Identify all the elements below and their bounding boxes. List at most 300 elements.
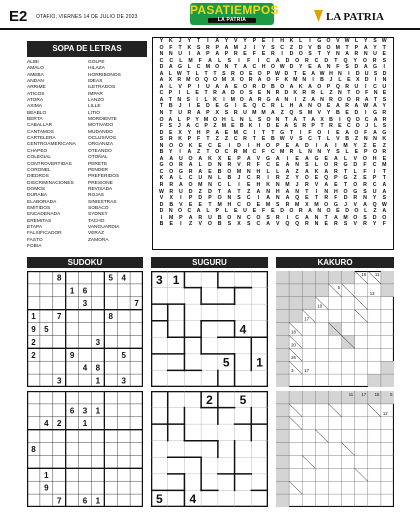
grid-letter: M <box>343 142 348 149</box>
word-item: CABALLAR <box>27 123 53 129</box>
grid-letter: R <box>382 116 387 123</box>
sudoku-clue: 8 <box>108 312 114 322</box>
grid-letter: A <box>227 188 232 195</box>
grid-letter: O <box>362 57 367 64</box>
grid-letter: Z <box>295 168 299 175</box>
grid-letter: D <box>261 83 266 90</box>
grid-letter: I <box>374 77 377 84</box>
grid-letter: R <box>275 175 280 182</box>
kakuro-clue: 5 <box>337 284 341 290</box>
grid-letter: Q <box>204 77 209 84</box>
grid-letter: P <box>326 83 331 90</box>
kakuro-block <box>315 271 328 284</box>
grid-letter: R <box>304 221 309 228</box>
grid-letter: D <box>284 70 289 77</box>
grid-letter: H <box>227 201 232 208</box>
grid-letter: E <box>215 103 219 110</box>
grid-letter: O <box>246 201 251 208</box>
grid-letter: V <box>276 221 280 228</box>
grid-letter: M <box>242 149 248 156</box>
grid-letter: R <box>179 162 183 169</box>
grid-letter: P <box>354 44 359 51</box>
grid-letter: A <box>324 168 329 175</box>
grid-letter: G <box>382 129 387 136</box>
grid-letter: T <box>305 188 309 195</box>
grid-letter: R <box>169 188 174 195</box>
grid-letter: S <box>305 162 309 169</box>
grid-letter: R <box>233 149 238 156</box>
grid-letter: H <box>256 142 261 149</box>
grid-letter: N <box>308 149 312 156</box>
grid-letter: T <box>262 129 266 136</box>
grid-letter: Y <box>187 38 192 44</box>
grid-letter: I <box>373 168 376 175</box>
grid-letter: E <box>169 221 173 228</box>
kakuro-block <box>276 443 289 456</box>
grid-letter: C <box>233 136 238 143</box>
grid-letter: O <box>324 162 329 169</box>
grid-letter: S <box>298 136 303 143</box>
sudoku-clue: 3 <box>82 406 88 416</box>
grid-letter: N <box>335 51 340 58</box>
grid-letter: N <box>227 195 232 202</box>
grid-letter: W <box>279 136 285 143</box>
grid-letter: I <box>383 64 385 71</box>
grid-letter: T <box>237 188 241 195</box>
grid-letter: G <box>266 155 271 162</box>
grid-letter: S <box>266 214 270 221</box>
kakuro-clue: 13 <box>369 290 375 296</box>
grid-letter: T <box>347 90 351 97</box>
kakuro-block <box>276 391 289 404</box>
grid-letter: L <box>206 208 210 215</box>
grid-letter: I <box>188 51 191 58</box>
grid-letter: A <box>345 51 349 58</box>
grid-letter: F <box>197 136 201 143</box>
word-item: AMALO <box>27 66 44 72</box>
word-item: HORRIBONOS <box>88 72 121 78</box>
grid-letter: G <box>224 103 229 110</box>
grid-letter: M <box>169 214 174 221</box>
grid-letter: O <box>266 116 271 123</box>
sudoku-clue: 2 <box>31 350 36 360</box>
grid-letter: T <box>271 129 275 136</box>
grid-letter: L <box>231 116 235 123</box>
grid-letter: A <box>382 208 387 215</box>
grid-letter: A <box>285 188 290 195</box>
grid-letter: C <box>224 149 229 156</box>
grid-letter: A <box>222 90 226 97</box>
grid-letter: B <box>320 77 324 84</box>
grid-letter: T <box>197 38 201 44</box>
sudoku-clue: 7 <box>56 496 62 506</box>
word-item: AMEBA <box>27 72 44 78</box>
grid-letter: T <box>345 44 349 51</box>
grid-letter: R <box>304 57 309 64</box>
grid-letter: G <box>280 129 285 136</box>
grid-letter: O <box>346 96 351 103</box>
grid-letter: P <box>204 123 208 130</box>
grid-letter: V <box>198 221 202 228</box>
grid-letter: A <box>373 116 378 123</box>
grid-letter: M <box>186 77 191 84</box>
grid-letter: T <box>204 70 208 77</box>
grid-letter: E <box>198 142 202 149</box>
grid-letter: R <box>345 83 349 90</box>
grid-letter: T <box>206 136 210 143</box>
word-item: ROJAS <box>88 193 104 199</box>
word-item: ARRIME <box>27 85 46 91</box>
suguru-clue: 4 <box>239 322 247 337</box>
grid-letter: E <box>324 155 328 162</box>
grid-letter: Y <box>195 116 199 123</box>
grid-letter: R <box>230 70 235 77</box>
grid-letter: I <box>238 182 240 189</box>
grid-letter: E <box>382 90 387 97</box>
grid-letter: A <box>215 83 220 90</box>
grid-letter: D <box>285 57 290 64</box>
grid-letter: O <box>354 129 359 136</box>
word-item: SINIESTRAS <box>88 199 117 205</box>
grid-letter: E <box>308 64 312 71</box>
grid-letter: A <box>159 83 164 90</box>
sudoku-clue: 2 <box>56 419 62 429</box>
grid-letter: D <box>208 162 212 169</box>
grid-letter: J <box>237 175 241 182</box>
grid-letter: W <box>279 64 285 71</box>
grid-letter: I <box>348 70 350 77</box>
grid-letter: P <box>187 136 192 143</box>
grid-letter: E <box>248 70 253 77</box>
grid-letter: N <box>208 182 212 189</box>
grid-letter: I <box>253 129 256 136</box>
grid-letter: B <box>159 221 164 228</box>
grid-letter: B <box>169 201 174 208</box>
grid-letter: T <box>382 175 386 182</box>
grid-letter: A <box>311 116 315 123</box>
grid-letter: T <box>289 129 294 136</box>
grid-letter: A <box>169 155 174 162</box>
suguru-title: SUGURU <box>151 257 268 268</box>
grid-letter: N <box>266 188 270 195</box>
grid-letter: T <box>314 195 319 202</box>
grid-letter: K <box>266 182 270 189</box>
grid-letter: X <box>320 116 324 123</box>
grid-letter: C <box>308 136 312 143</box>
grid-letter: W <box>344 38 350 44</box>
sudoku-clue: 1 <box>95 406 101 416</box>
grid-letter: E <box>196 103 201 110</box>
grid-letter: Y <box>298 64 303 71</box>
sudoku-clue: 2 <box>31 337 36 347</box>
grid-letter: N <box>295 162 299 169</box>
grid-letter: R <box>233 51 238 58</box>
grid-letter: L <box>204 96 208 103</box>
kakuro-puzzle-2 <box>276 391 394 507</box>
grid-letter: U <box>243 110 247 117</box>
grid-letter: P <box>206 110 210 117</box>
word-item: VERAZ <box>88 231 104 237</box>
grid-letter: R <box>372 57 377 64</box>
grid-letter: H <box>275 188 280 195</box>
kakuro-clue: 5 <box>390 392 393 397</box>
suguru-clue: 5 <box>222 355 230 370</box>
grid-letter: G <box>333 201 338 208</box>
grid-letter: U <box>179 188 183 195</box>
grid-letter: S <box>237 195 241 202</box>
sudoku-clue: 1 <box>95 496 101 506</box>
grid-letter: R <box>304 182 309 189</box>
grid-letter: E <box>261 51 266 58</box>
grid-letter: M <box>236 168 242 175</box>
word-item: SYDNEY <box>88 212 108 218</box>
word-item: CONTROVERTIDAS <box>27 161 72 167</box>
grid-letter: A <box>373 129 377 136</box>
grid-letter: P <box>363 149 368 156</box>
word-item: FOBIA <box>27 243 42 249</box>
grid-letter: U <box>178 51 182 58</box>
sudoku-clue: 8 <box>56 273 62 283</box>
grid-letter: A <box>188 214 193 221</box>
grid-letter: P <box>187 83 192 90</box>
grid-letter: A <box>275 96 280 103</box>
sudoku-clue: 9 <box>69 350 75 360</box>
grid-letter: O <box>195 77 200 84</box>
grid-letter: R <box>302 90 307 97</box>
grid-letter: Y <box>363 38 368 44</box>
grid-letter: T <box>206 149 210 156</box>
grid-letter: M <box>382 162 387 169</box>
grid-letter: O <box>372 149 377 156</box>
grid-letter: T <box>343 168 348 175</box>
suguru-clue: 5 <box>156 492 163 507</box>
grid-letter: C <box>246 214 251 221</box>
grid-letter: A <box>275 155 280 162</box>
grid-letter: R <box>334 221 338 228</box>
grid-letter: D <box>266 123 271 130</box>
grid-letter: P <box>311 123 315 130</box>
grid-letter: L <box>179 175 183 182</box>
grid-letter: L <box>227 182 231 189</box>
grid-letter: W <box>176 70 182 77</box>
grid-letter: V <box>308 44 312 51</box>
grid-letter: O <box>212 116 218 123</box>
grid-letter: O <box>337 96 342 103</box>
grid-letter: R <box>285 201 290 208</box>
grid-letter: E <box>234 208 238 215</box>
grid-letter: L <box>177 116 181 123</box>
grid-letter: S <box>257 116 262 123</box>
word-item: VANGUARDIA <box>88 224 120 230</box>
grid-letter: A <box>198 155 203 162</box>
grid-letter: M <box>294 201 300 208</box>
grid-letter: N <box>324 188 329 195</box>
grid-letter: A <box>215 51 220 58</box>
grid-letter: Z <box>188 221 193 228</box>
grid-letter: D <box>353 162 358 169</box>
grid-letter: I <box>327 129 330 136</box>
grid-letter: O <box>217 195 222 202</box>
grid-row <box>153 221 393 228</box>
grid-letter: L <box>186 90 190 97</box>
kakuro-clue: 11 <box>348 392 354 397</box>
grid-letter: X <box>305 201 309 208</box>
grid-letter: G <box>317 38 322 44</box>
grid-letter: F <box>169 44 173 51</box>
grid-letter: O <box>178 142 183 149</box>
grid-letter: Q <box>324 175 329 182</box>
grid-letter: U <box>364 70 369 77</box>
word-item: LITIO <box>88 110 100 116</box>
grid-letter: O <box>355 116 360 123</box>
grid-letter: R <box>169 182 174 189</box>
suguru-puzzle-1 <box>151 271 268 387</box>
grid-letter: C <box>195 123 200 130</box>
grid-letter: A <box>304 214 309 221</box>
grid-letter: L <box>338 77 342 84</box>
grid-letter: C <box>237 201 241 208</box>
grid-letter: T <box>302 116 306 123</box>
grid-letter: R <box>324 195 329 202</box>
grid-letter: I <box>180 221 182 228</box>
grid-letter: D <box>382 70 387 77</box>
sudoku-clue: 4 <box>121 273 126 283</box>
grid-letter: C <box>188 175 193 182</box>
grid-letter: A <box>224 83 229 90</box>
grid-letter: Q <box>343 57 348 64</box>
kakuro-block <box>276 455 289 468</box>
sudoku-clue: 4 <box>82 363 88 373</box>
grid-letter: Z <box>329 90 333 97</box>
grid-letter: M <box>314 201 319 208</box>
grid-letter: L <box>187 64 191 71</box>
grid-letter: N <box>314 214 319 221</box>
grid-letter: Q <box>372 201 377 208</box>
word-item: PREFERIDOS <box>88 174 120 180</box>
grid-letter: J <box>365 123 369 130</box>
grid-letter: D <box>289 64 294 71</box>
grid-letter: A <box>363 44 368 51</box>
grid-letter: Z <box>354 136 358 143</box>
grid-letter: X <box>217 155 222 162</box>
kakuro-block <box>368 374 381 387</box>
grid-letter: M <box>221 77 227 84</box>
grid-letter: H <box>256 182 261 189</box>
grid-letter: U <box>206 83 210 90</box>
word-item: ORGANIZA <box>88 142 114 148</box>
word-item: SOBACO <box>88 205 109 211</box>
word-item: FALSIFICADOR <box>27 231 62 237</box>
grid-letter: M <box>265 201 271 208</box>
grid-letter: F <box>336 64 340 71</box>
grid-letter: F <box>364 129 368 136</box>
grid-letter: K <box>248 123 253 130</box>
grid-letter: T <box>168 96 172 103</box>
grid-letter: S <box>224 110 229 117</box>
grid-letter: R <box>243 136 247 143</box>
grid-letter: O <box>353 182 358 189</box>
kakuro-block <box>289 271 302 284</box>
grid-letter: A <box>266 195 270 202</box>
grid-letter: M <box>233 44 238 51</box>
grid-letter: N <box>373 136 377 143</box>
grid-letter: L <box>168 70 172 77</box>
grid-letter: Y <box>295 175 299 182</box>
grid-letter: D <box>354 110 359 117</box>
kakuro-clue: 18 <box>291 329 296 335</box>
grid-letter: R <box>289 149 294 156</box>
grid-letter: U <box>178 110 182 117</box>
grid-letter: X <box>215 110 219 117</box>
grid-letter: Z <box>353 175 357 182</box>
grid-letter: B <box>335 110 340 117</box>
grid-letter: Y <box>373 44 377 51</box>
grid-letter: X <box>169 195 173 202</box>
grid-letter: R <box>355 96 360 103</box>
grid-letter: R <box>353 195 358 202</box>
grid-letter: P <box>215 208 219 215</box>
grid-letter: U <box>208 214 212 221</box>
grid-letter: W <box>274 70 280 77</box>
kakuro-block <box>276 335 289 348</box>
grid-letter: E <box>345 110 349 117</box>
grid-letter: E <box>336 208 340 215</box>
kakuro-block <box>381 271 394 284</box>
grid-letter: V <box>234 38 238 44</box>
grid-letter: N <box>237 214 241 221</box>
grid-letter: Y <box>326 149 331 156</box>
grid-letter: O <box>317 129 322 136</box>
grid-letter: K <box>168 38 173 44</box>
word-item: ILETRADOS <box>88 85 116 91</box>
grid-letter: V <box>353 201 357 208</box>
grid-letter: Q <box>295 195 300 202</box>
word-item: ELABORADA <box>27 199 57 205</box>
word-item: CHAPEO <box>27 148 48 154</box>
grid-letter: K <box>208 155 212 162</box>
grid-letter: I <box>272 38 274 44</box>
word-item: ALIBI <box>27 60 39 65</box>
word-item: FASTO <box>27 237 43 243</box>
grid-letter: W <box>381 38 387 44</box>
grid-letter: E <box>261 38 266 44</box>
grid-letter: L <box>353 168 357 175</box>
grid-letter: G <box>372 64 377 71</box>
grid-letter: F <box>247 57 251 64</box>
grid-letter: C <box>246 195 251 202</box>
kakuro-title: KAKURO <box>276 257 394 268</box>
grid-letter: B <box>227 175 232 182</box>
grid-letter: D <box>159 201 164 208</box>
word-item: MUDANDO <box>88 129 113 135</box>
grid-letter: C <box>252 64 257 71</box>
word-item: CARTELERA <box>27 136 56 142</box>
grid-letter: Y <box>382 103 386 110</box>
grid-letter: N <box>177 96 182 103</box>
grid-letter: G <box>343 175 348 182</box>
grid-letter: S <box>373 38 377 44</box>
grid-letter: U <box>372 188 377 195</box>
grid-letter: G <box>353 188 358 195</box>
word-item: PERETE <box>88 161 108 167</box>
grid-letter: P <box>168 90 173 97</box>
grid-letter: G <box>343 162 348 169</box>
grid-letter: A <box>311 96 315 103</box>
grid-letter: Q <box>289 110 294 117</box>
word-item: DOMOS <box>27 186 46 192</box>
grid-letter: I <box>312 77 314 84</box>
kakuro-block <box>289 297 302 310</box>
